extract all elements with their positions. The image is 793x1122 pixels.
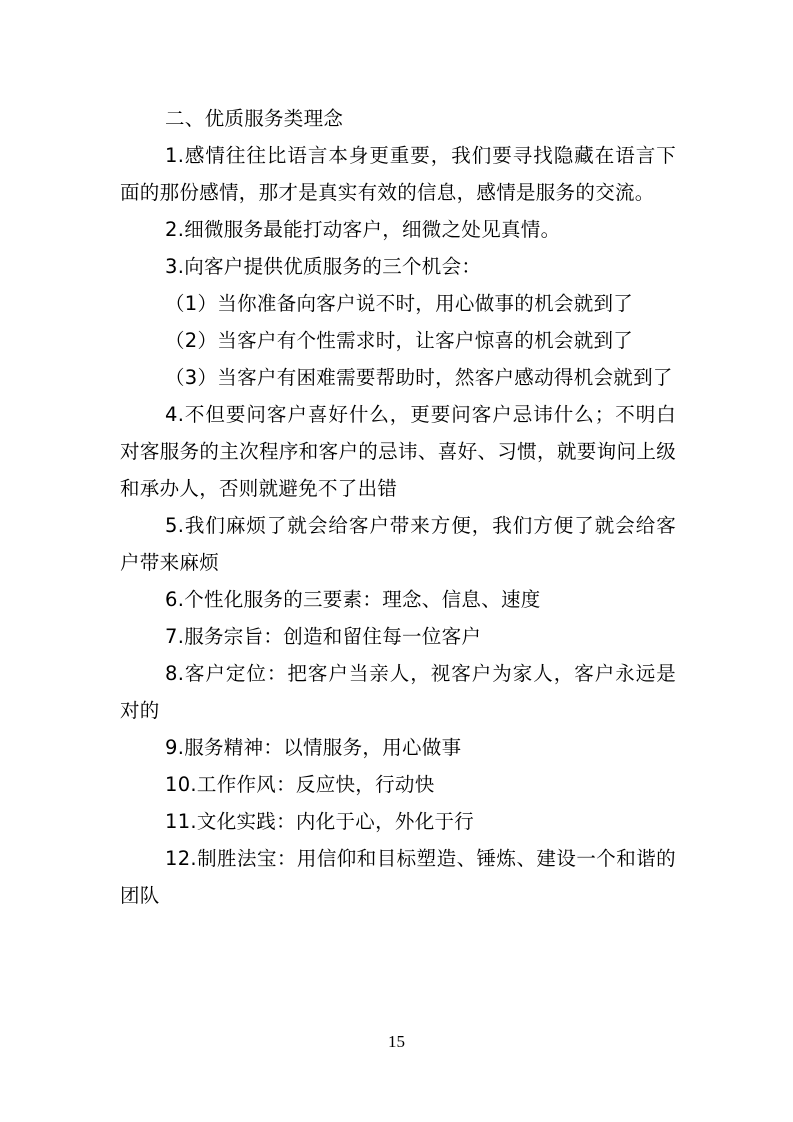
paragraph-item-2: 2.细微服务最能打动客户，细微之处见真情。 <box>165 218 561 241</box>
paragraph-item-7: 7.服务宗旨：创造和留住每一位客户 <box>165 625 482 648</box>
paragraph-item-4: 4.不但要问客户喜好什么，更要问客户忌讳什么；不明白对客服务的主次程序和客户的忌讳、喜好、习惯，就要询问上级和承办人，否则就避免不了出错 <box>120 403 676 500</box>
paragraph-item-1: 1.感情往往比语言本身更重要，我们要寻找隐藏在语言下面的那份感情，那才是真实有效的信息，感情是服务的交流。 <box>120 144 676 204</box>
paragraph-subitem-3: （3）当客户有困难需要帮助时，然客户感动得机会就到了 <box>165 366 673 389</box>
paragraph-item-5: 5.我们麻烦了就会给客户带来方便，我们方便了就会给客户带来麻烦 <box>120 514 676 574</box>
paragraph-item-9: 9.服务精神：以情服务，用心做事 <box>165 736 462 759</box>
paragraph-item-12: 12.制胜法宝：用信仰和目标塑造、锤炼、建设一个和谐的团队 <box>120 847 676 907</box>
paragraph-item-8: 8.客户定位：把客户当亲人，视客户为家人，客户永远是对的 <box>120 662 676 722</box>
paragraph-item-11: 11.文化实践：内化于心，外化于行 <box>165 810 475 833</box>
paragraph-subitem-1: （1）当你准备向客户说不时，用心做事的机会就到了 <box>165 292 634 315</box>
document-body <box>120 100 676 914</box>
page-number: 15 <box>388 1032 405 1051</box>
paragraph-item-6: 6.个性化服务的三要素：理念、信息、速度 <box>165 588 541 611</box>
paragraph-item-10: 10.工作作风：反应快，行动快 <box>165 773 435 796</box>
paragraph-subitem-2: （2）当客户有个性需求时，让客户惊喜的机会就到了 <box>165 329 634 352</box>
paragraph-item-3: 3.向客户提供优质服务的三个机会： <box>165 255 482 278</box>
section-title: 二、优质服务类理念 <box>165 107 344 130</box>
